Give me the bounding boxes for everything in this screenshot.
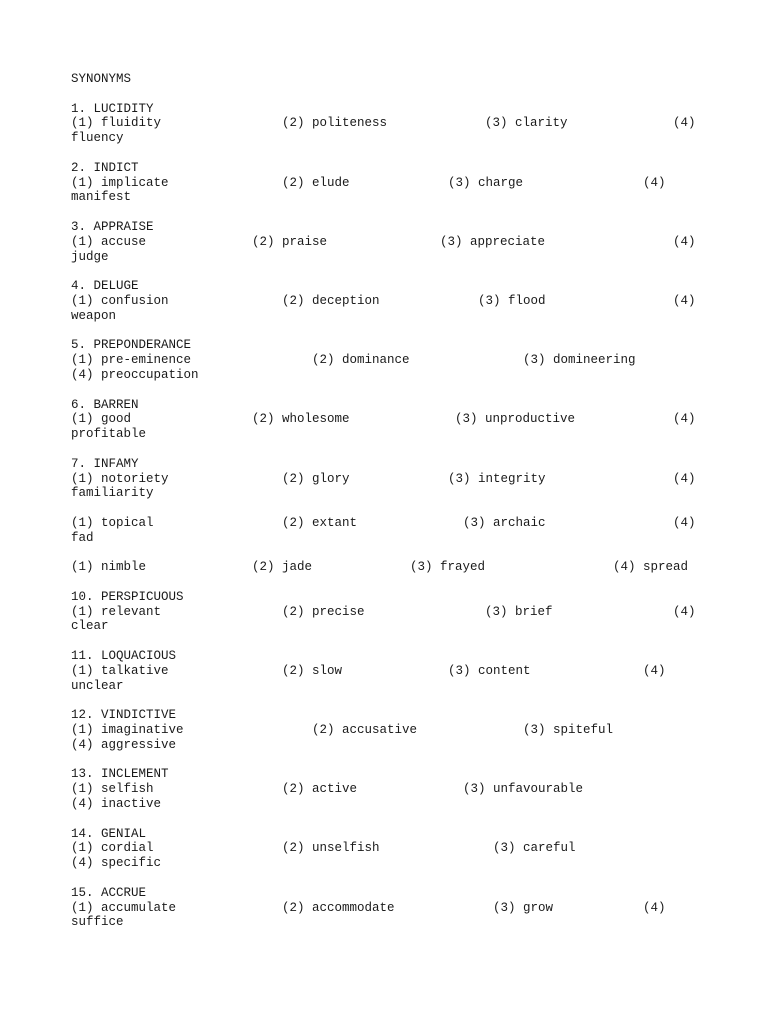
question-7 [71,457,711,501]
question-10 [71,590,711,634]
option-4-number: (4) [643,175,666,190]
question-stem: 15. ACCRUE [71,885,147,900]
option-1: (1) topical [71,515,154,530]
options-row [71,901,711,916]
question-stem: 5. PREPONDERANCE [71,338,192,353]
option-4-word: unclear [71,678,124,693]
question-4 [71,279,711,323]
question-stem: 4. DELUGE [71,279,139,294]
option-1: (1) fluidity [71,116,162,131]
options-row [71,294,711,309]
option-4-number: (4) [673,116,696,131]
option-2: (2) unselfish [282,841,380,856]
option-4-number: (4) [673,604,696,619]
option-2: (2) accusative [312,723,418,738]
option-3: (3) archaic [463,515,546,530]
options-row [71,116,711,131]
options-row [71,605,711,620]
option-4-word: fluency [71,131,124,146]
question-stem: 13. INCLEMENT [71,767,169,782]
option-2: (2) accommodate [282,900,395,915]
options-row [71,841,711,856]
question-stem: 3. APPRAISE [71,219,154,234]
option-2: (2) extant [282,515,358,530]
option-1: (1) cordial [71,841,154,856]
question-2 [71,161,711,205]
question-6 [71,398,711,442]
question-14 [71,827,711,871]
question-stem: 2. INDICT [71,160,139,175]
option-4-word: fad [71,530,94,545]
options-row [71,516,711,531]
option-2: (2) active [282,782,358,797]
option-4-number: (4) [673,515,696,530]
option-4-word: profitable [71,427,147,442]
option-1: (1) accuse [71,234,147,249]
option-3: (3) content [448,663,531,678]
question-13 [71,767,711,811]
option-4: (4) specific [71,856,162,871]
question-1 [71,102,711,146]
question-stem: 12. VINDICTIVE [71,708,177,723]
option-3: (3) spiteful [523,723,614,738]
option-4-number: (4) [643,663,666,678]
options-row [71,723,711,738]
option-2: (2) deception [282,293,380,308]
option-3: (3) unproductive [455,412,576,427]
question-stem: 11. LOQUACIOUS [71,649,177,664]
option-1: (1) notoriety [71,471,169,486]
option-3: (3) clarity [485,116,568,131]
option-3: (3) careful [493,841,576,856]
options-row [71,176,711,191]
options-row [71,782,711,797]
option-4: (4) preoccupation [71,367,199,382]
option-1: (1) pre-eminence [71,353,192,368]
option-1: (1) confusion [71,293,169,308]
option-1: (1) good [71,412,132,427]
option-2: (2) politeness [282,116,388,131]
option-4-word: manifest [71,190,132,205]
option-2: (2) precise [282,604,365,619]
question-stem: 1. LUCIDITY [71,101,154,116]
question-stem: 10. PERSPICUOUS [71,589,184,604]
option-2: (2) glory [282,471,350,486]
question-11 [71,649,711,693]
option-2: (2) praise [252,234,328,249]
option-1: (1) implicate [71,175,169,190]
option-4: (4) inactive [71,797,162,812]
question-15 [71,886,711,930]
option-4-word: suffice [71,915,124,930]
option-2: (2) jade [252,560,313,575]
option-1: (1) relevant [71,604,162,619]
question-3 [71,220,711,264]
option-3: (3) appreciate [440,234,546,249]
option-4: (4) spread [613,560,689,575]
question-stem: 7. INFAMY [71,456,139,471]
option-4-number: (4) [643,900,666,915]
options-row [71,235,711,250]
question-8 [71,516,711,546]
options-row [71,412,711,427]
option-1: (1) selfish [71,782,154,797]
option-4-word: familiarity [71,486,154,501]
option-4-word: weapon [71,308,117,323]
options-row [71,560,711,575]
option-2: (2) dominance [312,353,410,368]
option-4-number: (4) [673,471,696,486]
option-3: (3) grow [493,900,554,915]
option-3: (3) brief [485,604,553,619]
options-row [71,472,711,487]
option-1: (1) imaginative [71,723,184,738]
option-2: (2) slow [282,663,343,678]
option-3: (3) integrity [448,471,546,486]
option-1: (1) accumulate [71,900,177,915]
question-9 [71,560,711,575]
option-4: (4) aggressive [71,737,177,752]
question-5 [71,338,711,382]
option-4-word: judge [71,249,109,264]
option-1: (1) talkative [71,663,169,678]
option-4-number: (4) [673,293,696,308]
option-3: (3) frayed [410,560,486,575]
option-2: (2) elude [282,175,350,190]
synonyms-worksheet [71,72,711,930]
option-3: (3) domineering [523,353,636,368]
question-stem: 6. BARREN [71,397,139,412]
options-row [71,353,711,368]
question-stem: 14. GENIAL [71,826,147,841]
option-2: (2) wholesome [252,412,350,427]
worksheet-heading: SYNONYMS [71,72,132,86]
options-row [71,664,711,679]
option-3: (3) charge [448,175,524,190]
option-3: (3) flood [478,293,546,308]
option-1: (1) nimble [71,560,147,575]
option-4-number: (4) [673,412,696,427]
option-4-word: clear [71,619,109,634]
option-3: (3) unfavourable [463,782,584,797]
option-4-number: (4) [673,234,696,249]
question-12 [71,708,711,752]
